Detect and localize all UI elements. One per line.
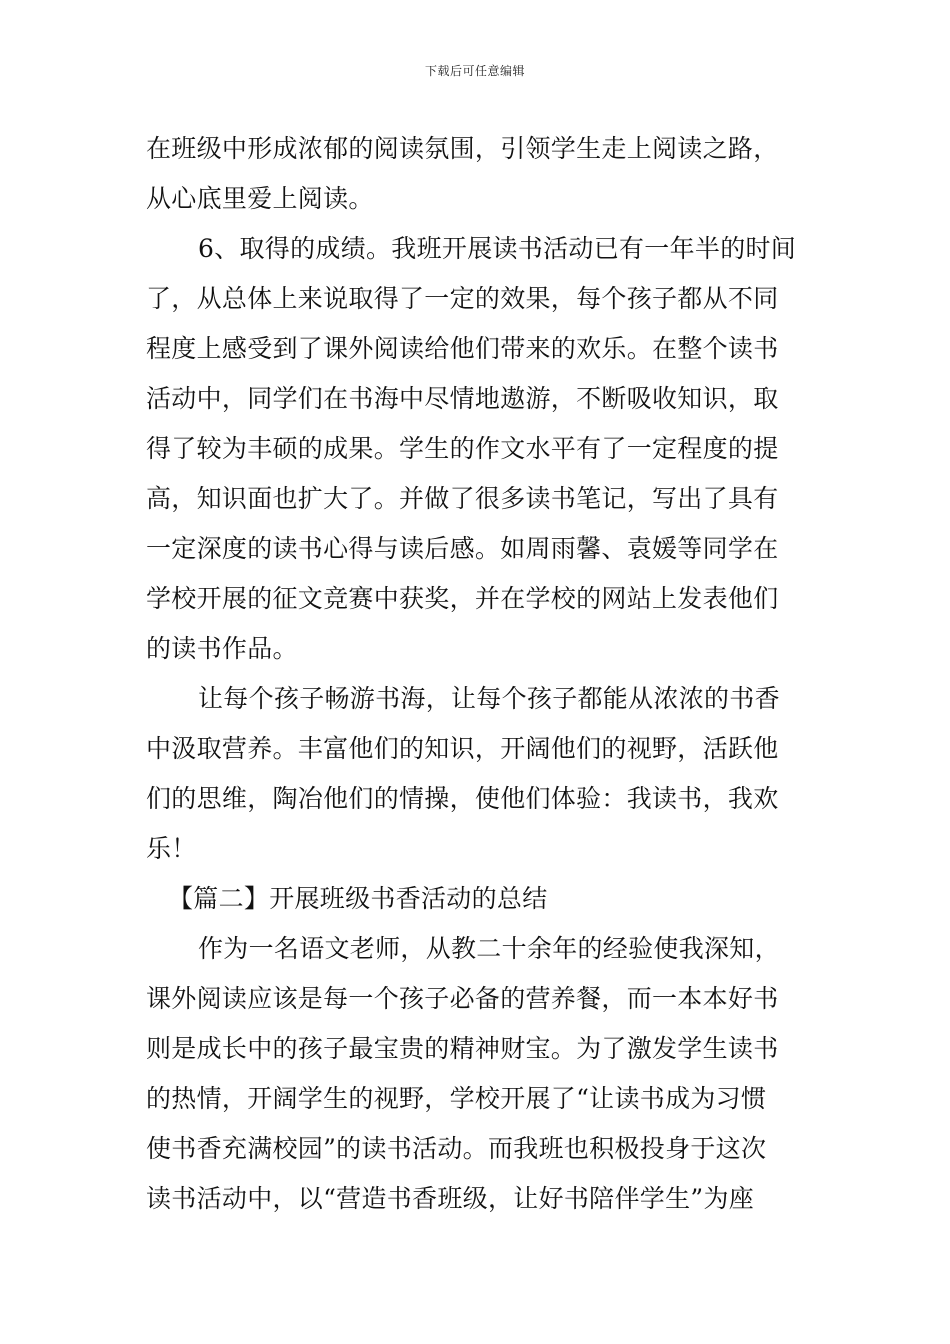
section-heading: 【篇二】开展班级书香活动的总结 xyxy=(168,884,548,913)
text-line: 们的思维，陶冶他们的情操，使他们体验：我读书，我欢 xyxy=(146,784,779,813)
text-line: 中汲取营养。丰富他们的知识，开阔他们的视野，活跃他 xyxy=(146,734,779,763)
text-line: 让每个孩子畅游书海，让每个孩子都能从浓浓的书香 xyxy=(198,684,780,713)
text-line: 6、取得的成绩。我班开展读书活动已有一年半的时间 xyxy=(198,234,797,263)
text-line: 高，知识面也扩大了。并做了很多读书笔记，写出了具有 xyxy=(146,484,779,513)
text-line: 得了较为丰硕的成果。学生的作文水平有了一定程度的提 xyxy=(146,434,779,463)
text-line: 的热情，开阔学生的视野，学校开展了“让读书成为习惯 xyxy=(146,1084,767,1113)
text-line: 了，从总体上来说取得了一定的效果，每个孩子都从不同 xyxy=(146,284,779,313)
text-line: 从心底里爱上阅读。 xyxy=(146,184,374,213)
page-header: 下载后可任意编辑 xyxy=(424,64,525,78)
text-line: 乐！ xyxy=(146,834,197,863)
body-text xyxy=(146,124,810,1224)
text-line: 程度上感受到了课外阅读给他们带来的欢乐。在整个读书 xyxy=(146,334,779,363)
text-line: 活动中，同学们在书海中尽情地遨游，不断吸收知识，取 xyxy=(146,384,779,413)
text-line: 一定深度的读书心得与读后感。如周雨馨、袁媛等同学在 xyxy=(146,534,779,563)
text-line: 作为一名语文老师，从教二十余年的经验使我深知， xyxy=(198,934,780,963)
text-line: 使书香充满校园”的读书活动。而我班也积极投身于这次 xyxy=(146,1134,767,1163)
text-line: 在班级中形成浓郁的阅读氛围，引领学生走上阅读之路， xyxy=(146,134,779,163)
text-line: 学校开展的征文竞赛中获奖，并在学校的网站上发表他们 xyxy=(146,584,779,613)
text-line: 的读书作品。 xyxy=(146,634,298,663)
text-line: 课外阅读应该是每一个孩子必备的营养餐，而一本本好书 xyxy=(146,984,779,1013)
text-line: 读书活动中，以“营造书香班级，让好书陪伴学生”为座 xyxy=(146,1184,755,1213)
text-line: 则是成长中的孩子最宝贵的精神财宝。为了激发学生读书 xyxy=(146,1034,779,1063)
